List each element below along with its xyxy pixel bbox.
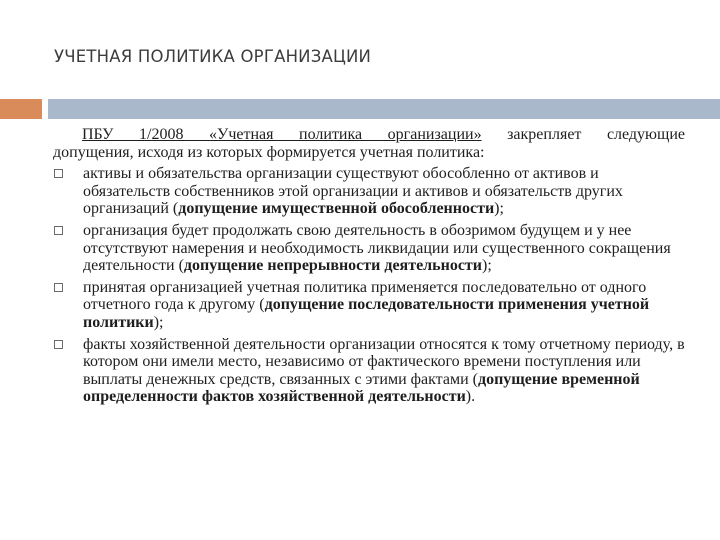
item-tail: ); bbox=[153, 313, 164, 331]
square-bullet-icon bbox=[54, 283, 63, 292]
square-bullet-icon bbox=[54, 340, 63, 349]
list-item bbox=[53, 165, 685, 218]
item-tail: ); bbox=[482, 257, 492, 275]
item-text: активы и обязательства организации существуют обособленно от активов и обязательств собственников этой организации и активов и обязательств других организаций ( bbox=[83, 165, 623, 218]
intro-second-line: допущения, исходя из которых формируется учетная политика: bbox=[53, 143, 485, 161]
square-bullet-icon bbox=[54, 226, 63, 235]
intro-paragraph bbox=[53, 126, 685, 161]
item-term: допущение временной определенности фактов хозяйственной деятельности bbox=[83, 370, 640, 406]
item-term: допущение непрерывности деятельности bbox=[183, 257, 482, 275]
item-text: факты хозяйственной деятельности организации относятся к тому отчетному периоду, в котором они имели место, независимо от фактического времени поступления или выплаты денежных средств, связанных с этими фактами ( bbox=[83, 335, 685, 388]
document-reference: ПБУ 1/2008 «Учетная политика организации» bbox=[82, 126, 482, 143]
title-divider-bar bbox=[48, 99, 720, 119]
square-bullet-icon bbox=[54, 169, 63, 178]
slide-content bbox=[53, 126, 685, 406]
item-tail: ); bbox=[494, 200, 504, 218]
slide-title: УЧЕТНАЯ ПОЛИТИКА ОРГАНИЗАЦИИ bbox=[54, 47, 372, 66]
intro-first-line-rest: закрепляет следующие bbox=[481, 126, 685, 143]
list-item bbox=[53, 222, 685, 275]
assumptions-list bbox=[53, 165, 685, 406]
title-accent-bar bbox=[0, 99, 42, 119]
item-tail: ). bbox=[465, 388, 476, 406]
item-term: допущение имущественной обособленности bbox=[178, 200, 495, 218]
list-item bbox=[53, 336, 685, 406]
item-text: принятая организацией учетная политика применяется последовательно от одного отчетного года к другому ( bbox=[83, 278, 647, 314]
item-term: допущение последовательности применения учетной политики bbox=[83, 296, 650, 331]
intro-first-line bbox=[53, 126, 685, 144]
item-text: организация будет продолжать свою деятельность в обозримом будущем и у нее отсутствуют намерения и необходимость ликвидации или существенного сокращения деятельности ( bbox=[83, 221, 671, 275]
list-item bbox=[53, 279, 685, 332]
